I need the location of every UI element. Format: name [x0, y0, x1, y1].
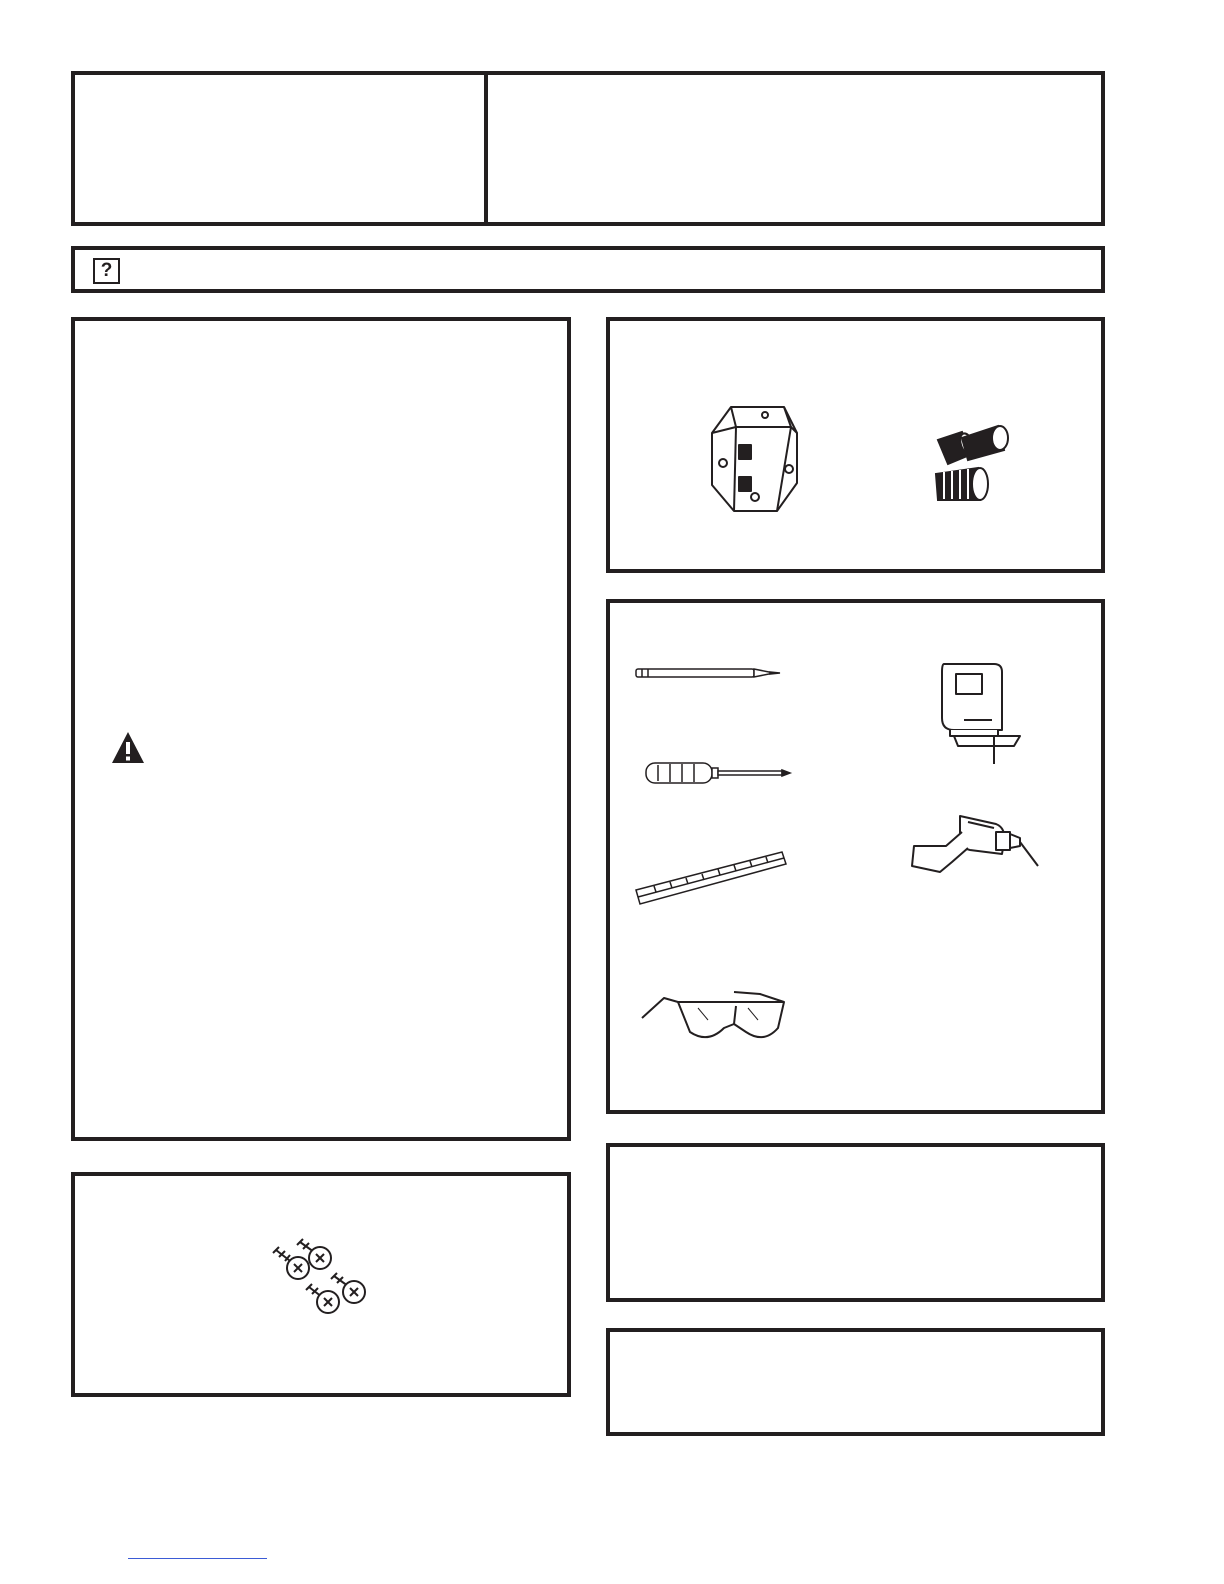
bottom-right-panel-2 — [606, 1328, 1105, 1436]
left-main-panel — [71, 317, 571, 1141]
header-box — [71, 71, 1105, 226]
warning-triangle-icon — [111, 731, 145, 764]
safety-glasses-icon — [638, 988, 788, 1048]
question-mark-icon: ? — [93, 258, 120, 284]
jigsaw-icon — [936, 660, 1024, 770]
header-divider — [484, 71, 488, 226]
pencil-icon — [634, 666, 782, 680]
junction-box-icon — [709, 405, 799, 515]
question-bar — [71, 246, 1105, 293]
footer-link-underline[interactable] — [128, 1558, 267, 1559]
power-drill-icon — [910, 810, 1040, 874]
ruler-icon — [634, 850, 788, 910]
bottom-right-panel-1 — [606, 1143, 1105, 1302]
screwdriver-icon — [644, 760, 792, 786]
mounting-screws-icon — [268, 1236, 376, 1318]
electrical-parts-panel — [606, 317, 1105, 573]
wire-nuts-icon — [928, 420, 1014, 506]
